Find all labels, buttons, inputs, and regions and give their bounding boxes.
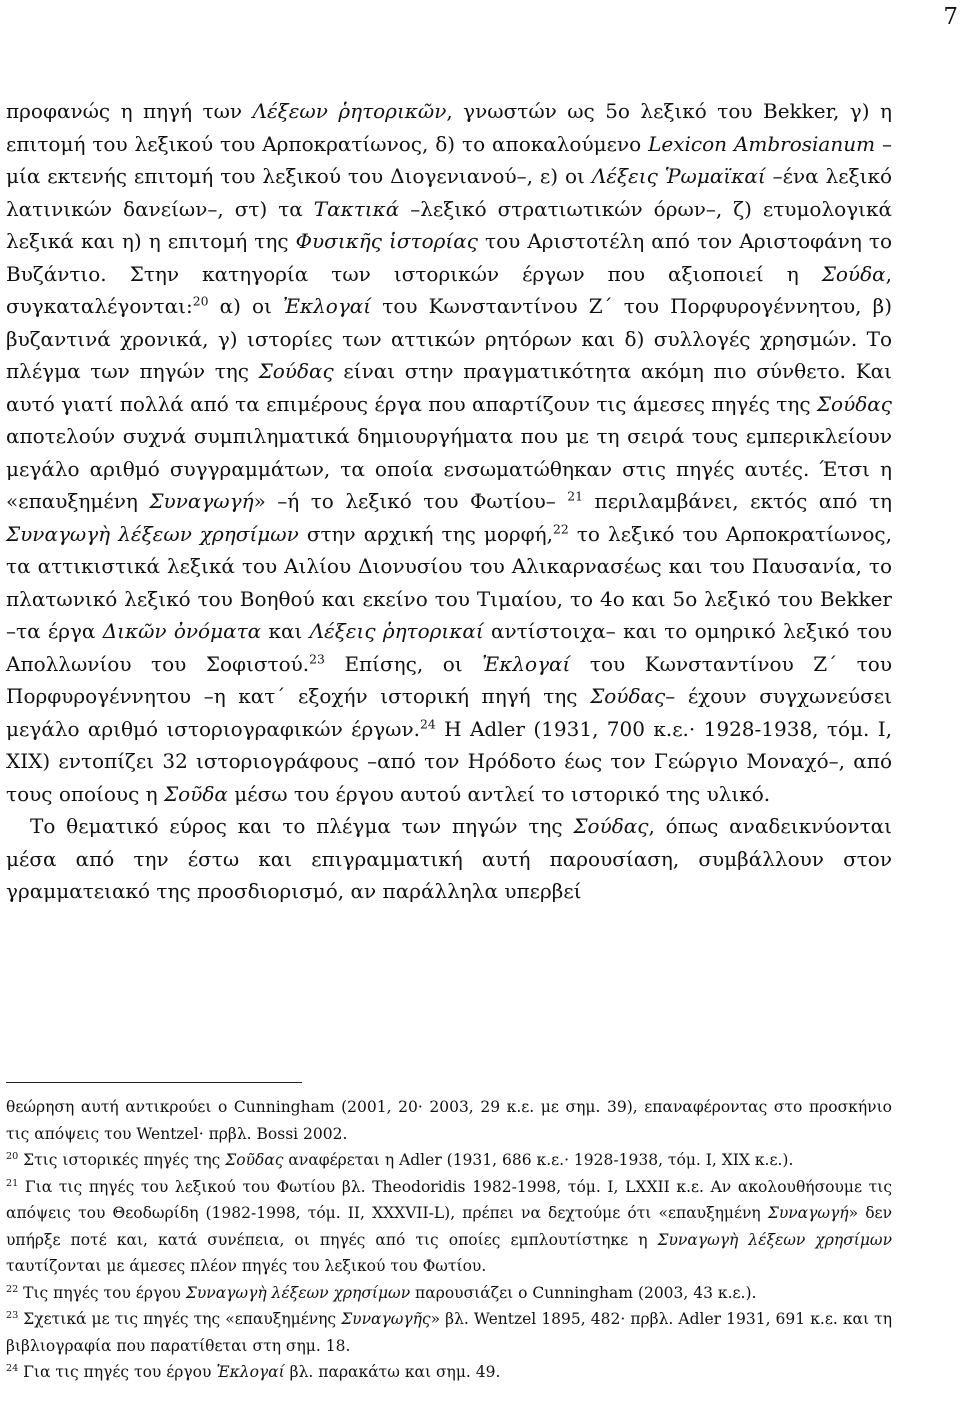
- text-run: αντίστοιχα– και το ομηρικό λεξικό του Απολλωνίου του Σοφιστού.: [6, 619, 892, 676]
- italic-title: Συναγωγή: [767, 1204, 849, 1222]
- italic-title: Λέξεις ῥητορικαί: [309, 619, 484, 643]
- text-run: ταυτίζονται με άμεσες πλέον πηγές του λεξικού του Φωτίου.: [6, 1257, 487, 1275]
- footnote-number: 21: [6, 1177, 19, 1189]
- main-text: [6, 95, 892, 908]
- italic-title: Συναγωγή: [149, 489, 254, 513]
- footnotes: [6, 1094, 892, 1386]
- text-run: και: [261, 619, 310, 643]
- text-run: θεώρηση αυτή αντικρούει ο Cunningham (2001, 20· 2003, 29 κ.ε. με σημ. 39), επαναφέροντας στο προσκήνιο τις απόψεις του Wentzel· πρβλ. Bossi 2002.: [6, 1098, 892, 1143]
- italic-title: Σοῦδα: [164, 781, 228, 806]
- footnote-ref-21: 21: [567, 488, 584, 504]
- text-run: βλ. παρακάτω και σημ. 49.: [284, 1363, 501, 1381]
- italic-title: Ἐκλογαί: [482, 651, 571, 676]
- text-run: » βλ. Wentzel 1895, 482· πρβλ. Adler 1931, 691 κ.ε. και τη βιβλιογραφία που παρατίθεται στη σημ. 18.: [6, 1310, 892, 1355]
- footnote-number: 20: [6, 1150, 19, 1162]
- text-run: στην αρχική της μορφή,: [298, 521, 553, 546]
- text-run: αναφέρεται η Adler (1931, 686 κ.ε.· 1928-1938, τόμ. Ι, XIX κ.ε.).: [283, 1151, 794, 1169]
- footnote-24: [6, 1359, 892, 1386]
- body-paragraph-2: [6, 810, 892, 908]
- text-run: προφανώς η πηγή των: [6, 99, 253, 123]
- text-run: είναι στην πραγματικότητα ακόμη πιο σύνθετο. Και αυτό γιατί πολλά από τα επιμέρους έργα που απαρτίζουν τις άμεσες πηγές της: [6, 359, 892, 416]
- italic-title: Συναγωγὴ λέξεων χρησίμων: [6, 521, 299, 546]
- text-run: Για τις πηγές του έργου: [18, 1363, 217, 1381]
- text-run: Για τις πηγές του λεξικού του Φωτίου βλ. Theodoridis 1982-1998, τόμ. Ι, LXXII κ.ε. Αν ακολουθήσουμε τις απόψεις του Θεοδωρίδη (1982-1998, τόμ. ΙΙ, XXXVII-L), πρέπει να δεχτούμε ότι «επαυξημένη: [6, 1177, 892, 1222]
- footnote-20: [6, 1147, 892, 1174]
- text-run: παρουσιάζει ο Cunningham (2003, 43 κ.ε.).: [410, 1283, 757, 1302]
- text-run: » δεν υπήρξε ποτέ και, κατά συνέπεια, οι πηγές από τις οποίες εμπλουτίστηκε η: [6, 1204, 892, 1249]
- text-run: του Αριστοτέλη από τον Αριστοφάνη το Βυζάντιο. Στην κατηγορία των ιστορικών έργων που αξιοποιεί η: [6, 229, 892, 286]
- text-run: , συγκαταλέγονται:: [6, 261, 892, 318]
- text-run: αποτελούν συχνά συμπιληματικά δημιουργήματα που με τη σειρά τους εμπερικλείουν μεγάλο αριθμό συγγραμμάτων, τα οποία ενσωματώθηκαν στις πηγές αυτές. Έτσι η «επαυξημένη: [6, 424, 892, 513]
- text-run: περιλαμβάνει, εκτός από τη: [583, 489, 892, 513]
- italic-title: Συναγωγὴ λέξεων χρησίμων: [185, 1283, 411, 1302]
- footnote-23: [6, 1306, 892, 1359]
- text-run: μέσω του έργου αυτού αντλεί το ιστορικό της υλικό.: [227, 781, 771, 806]
- text-run: , γνωστών ως 5ο λεξικό του Bekker, γ) η επιτομή του λεξικού του Αρποκρατίωνος, δ) το αποκαλούμενο: [6, 99, 892, 156]
- page-number: 7: [943, 4, 958, 30]
- text-run: –μία εκτενής επιτομή του λεξικού του Διογενιανού–, ε) οι: [6, 131, 892, 188]
- italic-title: Lexicon Ambrosianum: [648, 131, 876, 156]
- text-run: Στις ιστορικές πηγές της: [18, 1151, 226, 1169]
- italic-title: Ἐκλογαί: [282, 294, 372, 318]
- text-run: –λεξικό στρατιωτικών όρων–, ζ) ετυμολογικά λεξικά και η) η επιτομή της: [6, 196, 892, 253]
- text-run: α) οι: [208, 294, 283, 318]
- italic-title: Δικῶν ὀνόματα: [102, 619, 262, 643]
- italic-title: Σούδας: [590, 684, 666, 708]
- footnote-ref-20: 20: [192, 293, 209, 309]
- footnote-ref-23: 23: [309, 650, 325, 666]
- italic-title: Φυσικῆς ἱστορίας: [295, 229, 478, 253]
- text-run: Το θεματικό εύρος και το πλέγμα των πηγών της: [30, 814, 574, 838]
- text-run: » –ή το λεξικό του Φωτίου–: [253, 489, 568, 513]
- footnote-continuation: [6, 1094, 892, 1147]
- text-run: Η Adler (1931, 700 κ.ε.· 1928-1938, τόμ. Ι, XIX) εντοπίζει 32 ιστοριογράφους –από τον Ηρόδοτο έως τον Γεώργιο Μοναχό–, από τους οποίους η: [6, 716, 892, 806]
- italic-title: Τακτικά: [313, 196, 400, 221]
- footnote-number: 23: [6, 1309, 19, 1321]
- italic-title: Συναγωγὴ λέξεων χρησίμων: [657, 1230, 892, 1249]
- footnote-21: [6, 1174, 892, 1280]
- text-run: του Κωνσταντίνου Ζ΄ του Πορφυρογέννητου –η κατ΄ εξοχήν ιστορική πηγή της: [6, 651, 892, 708]
- text-run: του Κωνσταντίνου Ζ΄ του Πορφυρογέννητου, β) βυζαντινά χρονικά, γ) ιστορίες των αττικών ρητόρων και δ) συλλογές χρησμών. Το πλέγμα των πηγών της: [6, 294, 893, 383]
- text-run: Σχετικά με τις πηγές της «επαυξημένης: [18, 1310, 342, 1328]
- text-run: , όπως αναδεικνύονται μέσα από την έστω και επιγραμματική αυτή παρουσίαση, συμβάλλουν στον γραμματειακό της προσδιορισμό, αν παράλληλα υπερβεί: [6, 814, 893, 903]
- italic-title: Σούδας: [573, 814, 649, 838]
- text-run: Επίσης, οι: [324, 651, 483, 676]
- text-run: το λεξικό του Αρποκρατίωνος, τα αττικιστικά λεξικά του Αιλίου Διονυσίου του Αλικαρνασέως και του Παυσανία, το πλατωνικό λεξικό του Βοηθού και εκείνο του Τιμαίου, το 4ο και 5ο λεξικό του Bekker –τα έργα: [6, 521, 892, 643]
- footnote-22: [6, 1280, 892, 1307]
- italic-title: Σοῦδας: [225, 1151, 284, 1169]
- text-run: – έχουν συγχωνεύσει μεγάλο αριθμό ιστοριογραφικών έργων.: [6, 684, 892, 741]
- italic-title: Λέξεις Ῥωμαϊκαί: [591, 164, 766, 188]
- italic-title: Σούδα: [821, 261, 886, 286]
- text-run: –ένα λεξικό λατινικών δανείων–, στ) τα: [6, 164, 892, 221]
- italic-title: Σούδας: [258, 359, 334, 383]
- footnote-ref-22: 22: [553, 520, 569, 536]
- italic-title: Ἐκλογαί: [216, 1363, 285, 1381]
- footnote-number: 22: [6, 1283, 19, 1295]
- footnote-number: 24: [6, 1362, 19, 1374]
- footnote-ref-24: 24: [420, 715, 436, 731]
- body-paragraph-1: [6, 95, 892, 810]
- italic-title: Συναγωγῆς: [341, 1310, 431, 1328]
- text-run: Τις πηγές του έργου: [18, 1283, 186, 1302]
- italic-title: Λέξεων ῥητορικῶν: [252, 99, 447, 123]
- italic-title: Σούδας: [816, 391, 892, 416]
- footnote-divider: [6, 1082, 302, 1083]
